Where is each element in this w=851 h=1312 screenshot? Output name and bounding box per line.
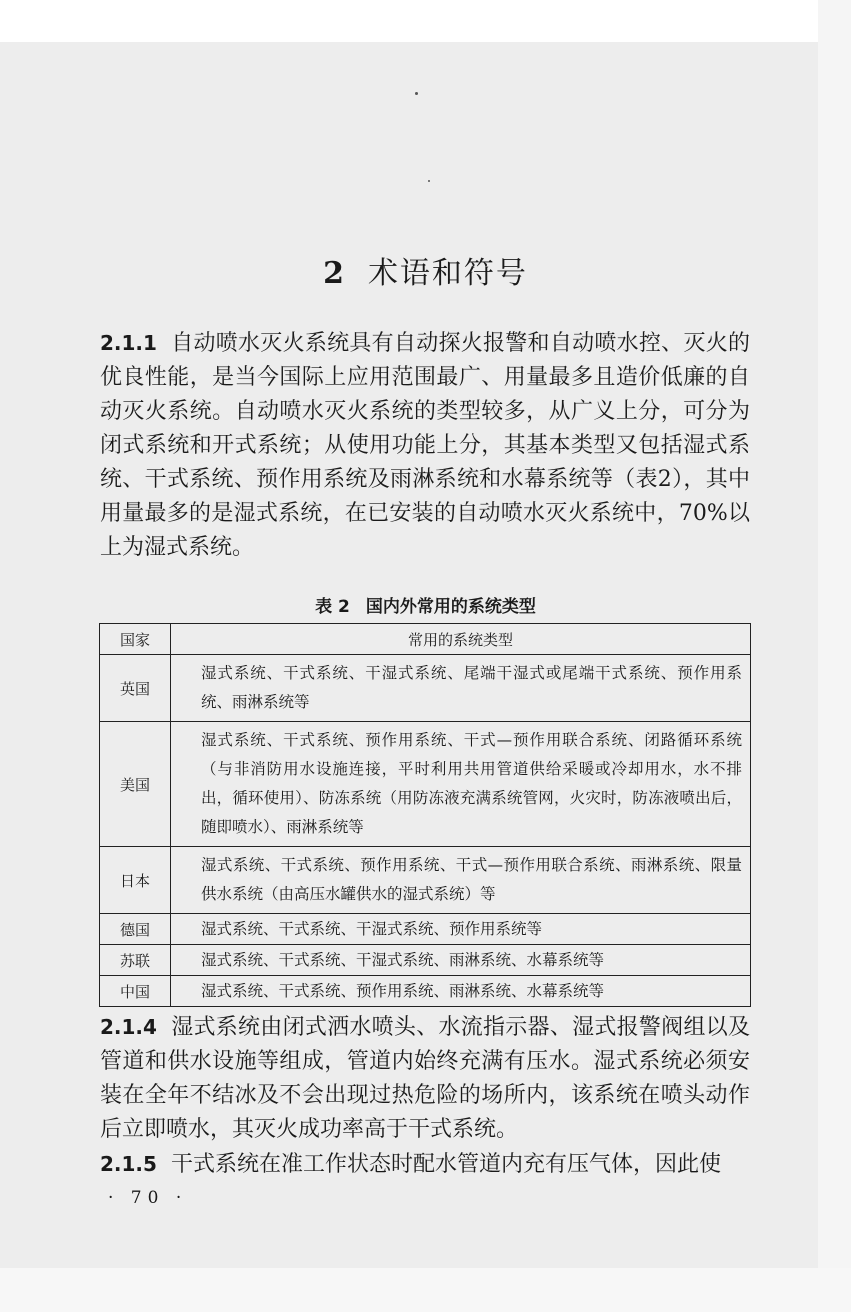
table-row [100, 722, 751, 847]
types-cell: 湿式系统、干式系统、干湿式系统、尾端干湿式或尾端干式系统、预作用系统、雨淋系统等 [171, 655, 751, 722]
scan-border-top [0, 0, 851, 42]
scan-speck [428, 180, 430, 182]
table-row [100, 847, 751, 914]
table-row [100, 945, 751, 976]
clause-number: 2.1.5 [100, 1152, 157, 1176]
table-row [100, 914, 751, 945]
country-cell: 英国 [100, 655, 171, 722]
table-number: 表 2 [315, 597, 350, 617]
clause-number: 2.1.4 [100, 1015, 157, 1039]
country-cell: 德国 [100, 914, 171, 945]
scan-border-bottom [0, 1268, 851, 1312]
header-country: 国家 [100, 624, 171, 655]
page-number: · 70 · [108, 1188, 188, 1208]
clause-text: 湿式系统由闭式洒水喷头、水流指示器、湿式报警阀组以及管道和供水设施等组成，管道内始终充满有压水。湿式系统必须安装在全年不结冰及不会出现过热危险的场所内，该系统在喷头动作后立即喷水，其灭火成功率高于干式系统。 [100, 1015, 750, 1142]
country-cell: 苏联 [100, 945, 171, 976]
table-header-row [100, 624, 751, 655]
types-cell: 湿式系统、干式系统、预作用系统、雨淋系统、水幕系统等 [171, 976, 751, 1007]
types-cell: 湿式系统、干式系统、干湿式系统、预作用系统等 [171, 914, 751, 945]
types-cell: 湿式系统、干式系统、预作用系统、干式—预作用联合系统、闭路循环系统（与非消防用水设施连接，平时利用共用管道供给采暖或冷却用水，水不排出，循环使用）、防冻系统（用防冻液充满系统管网，火灾时，防冻液喷出后，随即喷水）、雨淋系统等 [171, 722, 751, 847]
table-row [100, 655, 751, 722]
chapter-title [0, 248, 851, 292]
types-cell: 湿式系统、干式系统、干湿式系统、雨淋系统、水幕系统等 [171, 945, 751, 976]
clause-text: 干式系统在准工作状态时配水管道内充有压气体，因此使 [170, 1152, 721, 1177]
table-title: 国内外常用的系统类型 [365, 597, 536, 617]
chapter-title-text: 术语和符号 [367, 256, 528, 292]
country-cell: 中国 [100, 976, 171, 1007]
chapter-number: 2 [323, 256, 346, 292]
scan-speck [415, 92, 418, 95]
types-cell: 湿式系统、干式系统、预作用系统、干式—预作用联合系统、雨淋系统、限量供水系统（由高压水罐供水的湿式系统）等 [171, 847, 751, 914]
clause-2-1-1 [100, 326, 750, 565]
header-system-types: 常用的系统类型 [171, 624, 751, 655]
country-cell: 美国 [100, 722, 171, 847]
system-types-table [99, 623, 751, 1007]
clause-2-1-5 [100, 1147, 750, 1182]
country-cell: 日本 [100, 847, 171, 914]
clause-text: 自动喷水灭火系统具有自动探火报警和自动喷水控、灭火的优良性能，是当今国际上应用范围最广、用量最多且造价低廉的自动灭火系统。自动喷水灭火系统的类型较多，从广义上分，可分为闭式系统和开式系统；从使用功能上分，其基本类型又包括湿式系统、干式系统、预作用系统及雨淋系统和水幕系统等（表2），其中用量最多的是湿式系统，在已安装的自动喷水灭火系统中，70%以上为湿式系统。 [100, 331, 750, 560]
clause-2-1-4 [100, 1010, 750, 1147]
clause-number: 2.1.1 [100, 331, 157, 355]
table-row [100, 976, 751, 1007]
scan-border-right [818, 0, 851, 1312]
table-caption [0, 592, 851, 617]
